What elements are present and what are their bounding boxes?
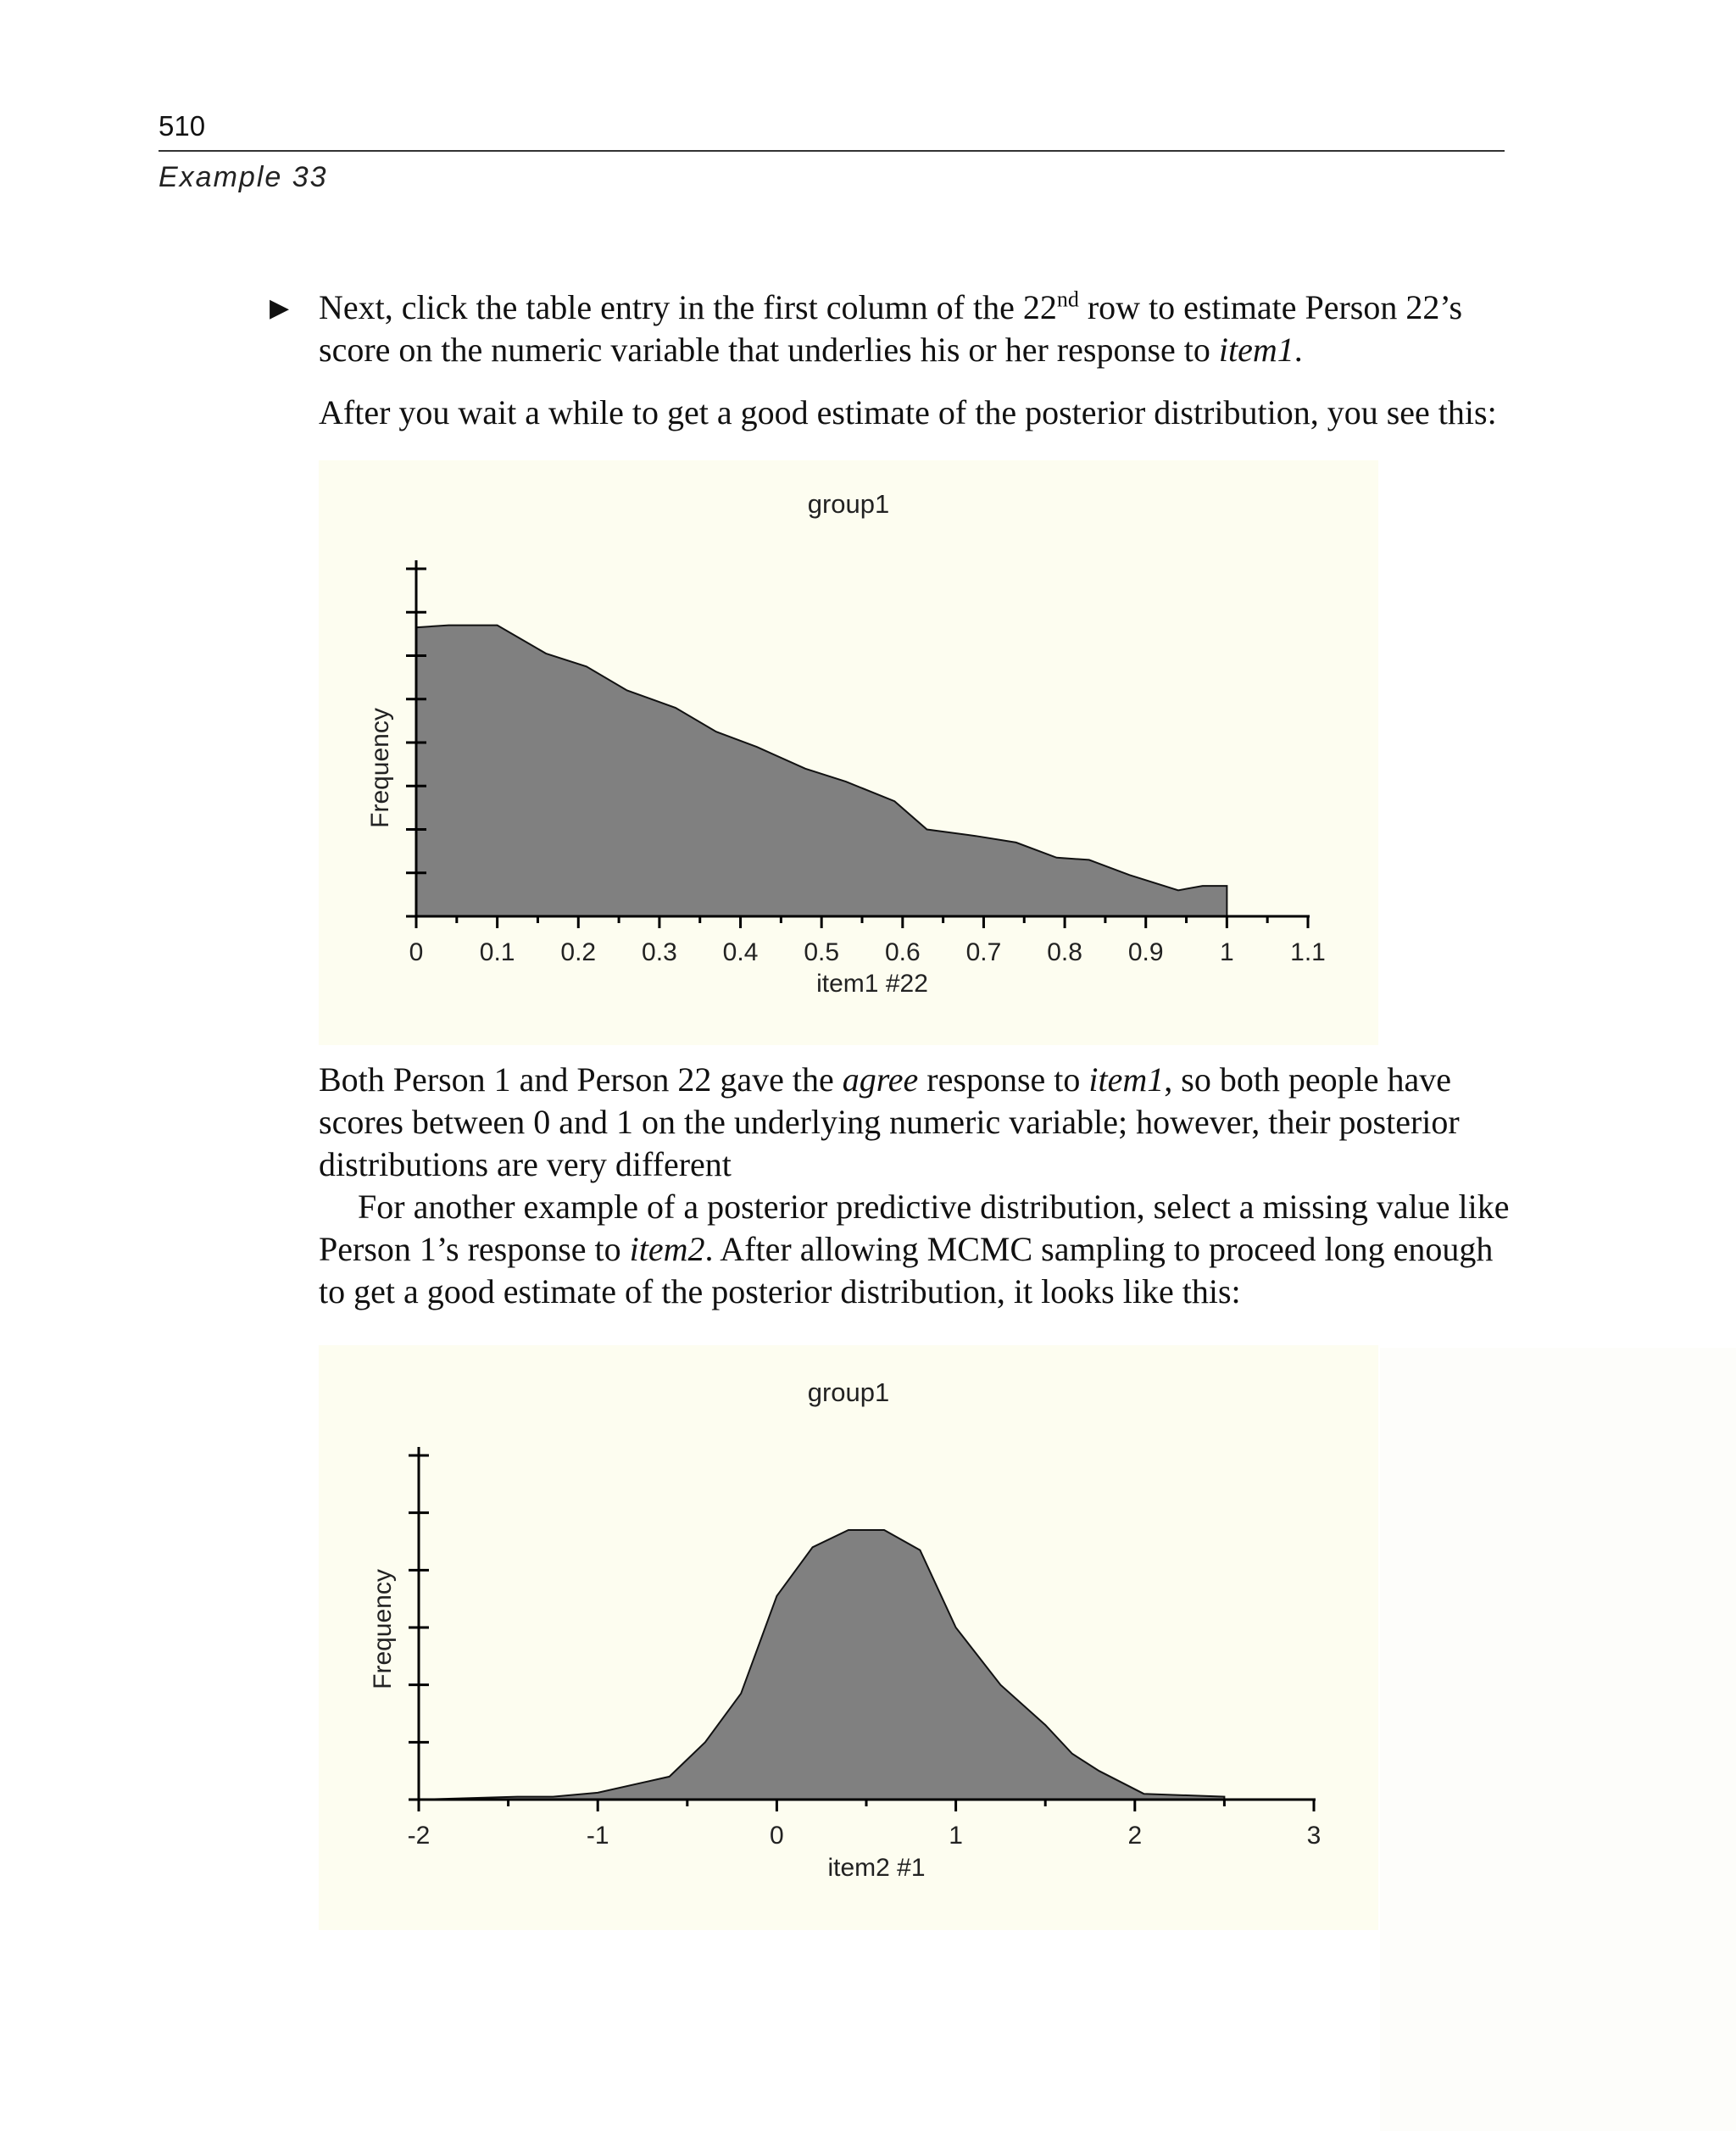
x-tick-label: 2 [1127, 1822, 1143, 1850]
x-tick-label: 0.1 [479, 938, 515, 966]
x-tick-label: 0.7 [965, 938, 1002, 966]
x-tick-label: 1 [949, 1822, 963, 1850]
x-tick-label: 3 [1306, 1822, 1321, 1850]
bullet-paragraph: Next, click the table entry in the first column of the 22nd row to estimate Person 22’s score on the numeric variable that underlies his or her response to item1. [319, 287, 1463, 369]
x-tick-label: 0.5 [804, 938, 840, 966]
chart-2-svg [319, 1345, 1378, 1930]
x-tick-label: 0.3 [642, 938, 677, 966]
density-area [419, 1530, 1224, 1800]
header-rule [159, 150, 1505, 152]
chart-1-svg [319, 460, 1378, 1045]
x-tick-label: 0.2 [560, 938, 597, 966]
chart-title: group1 [807, 1377, 890, 1407]
bullet-marker-icon: ▶ [270, 293, 290, 323]
chart-panel-1 [319, 460, 1378, 1045]
x-tick-label: -2 [407, 1822, 431, 1850]
comparison-paragraph: Both Person 1 and Person 22 gave the agree response to item1, so both people have scores between 0 and 1 on the underlying numeric variable; however, their posterior distributions are very different For another example of a posterior predictive distribution, select a missing value like Person 1’s response to item2. After allowing MCMC sampling to proceed long enough to get a good estimate of the posterior distribution, it looks like this: [319, 1060, 1510, 1310]
page-edge-strip [1380, 1348, 1736, 2131]
x-axis-label: item2 #1 [827, 1854, 926, 1882]
x-tick-label: 0.8 [1047, 938, 1082, 966]
x-tick-label: 0.6 [884, 938, 921, 966]
x-tick-label: 0 [409, 938, 424, 966]
chart-title: group1 [807, 489, 890, 519]
page-number: 510 [159, 110, 206, 142]
x-tick-label: 0 [770, 1822, 784, 1850]
intro-paragraph: After you wait a while to get a good estimate of the posterior distribution, you see this: [319, 393, 1497, 431]
chart-panel-2 [319, 1345, 1378, 1930]
density-area [416, 626, 1227, 916]
y-axis-label: Frequency [369, 1569, 397, 1689]
x-axis-label: item1 #22 [816, 970, 928, 998]
x-tick-label: -1 [586, 1822, 609, 1850]
x-tick-label: 1 [1220, 938, 1234, 966]
y-axis-label: Frequency [366, 708, 394, 828]
x-tick-label: 1.1 [1290, 938, 1326, 966]
x-tick-label: 0.4 [722, 938, 759, 966]
running-title: Example 33 [159, 161, 328, 193]
x-tick-label: 0.9 [1127, 938, 1164, 966]
